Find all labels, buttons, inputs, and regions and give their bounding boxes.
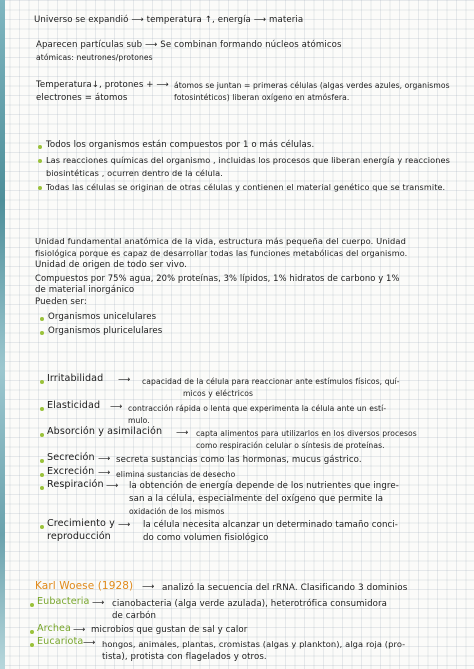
s1-line3 <box>36 80 169 90</box>
s2-b2a: Las reacciones químicas del organismo , incluidas los procesos que liberan energía y reacciones <box>46 155 450 165</box>
bullet-icon <box>40 331 44 335</box>
s4-res-key: Respiración <box>47 479 104 490</box>
text: materia <box>269 15 304 25</box>
text: , energía <box>212 15 251 25</box>
bullet-icon <box>30 643 34 647</box>
s4-abs-t2: como respiración celular o síntesis de proteínas. <box>196 441 385 450</box>
arrow-icon: ⟶ <box>110 402 123 412</box>
s4-ela-t1: contracción rápida o lenta que experimenta la célula ante un estí- <box>128 404 387 413</box>
bullet-icon <box>38 145 42 149</box>
arrow-icon: ⟶ <box>131 15 147 25</box>
s3-p2: fisiológica porque es capaz de desarrollar todas las funciones metabólicas del organismo. <box>35 248 408 258</box>
arrow-icon: ⟶ <box>176 428 189 438</box>
page-edge <box>0 0 5 669</box>
s4-cre-t1: la célula necesita alcanzar un determinado tamaño conci- <box>143 520 399 530</box>
bullet-icon <box>40 407 44 411</box>
s4-irr-t1: capacidad de la célula para reaccionar ante estímulos físicos, quí- <box>142 377 400 386</box>
s4-exc-key: Excreción <box>47 466 95 477</box>
arrow-icon: ⟶ <box>118 375 131 385</box>
s1-line3c: átomos se juntan = primeras células (algas verdes azules, organismos <box>174 81 450 90</box>
arrow-icon: ⟶ <box>73 625 86 635</box>
s1-line3e: fotosintéticos) liberan oxígeno en atmósfera. <box>174 93 350 102</box>
s4-cre-key2: reproducción <box>47 531 111 542</box>
s5-euc-t1: hongos, animales, plantas, cromistas (algas y plankton), alga roja (pro- <box>102 639 406 649</box>
s1-line2 <box>36 40 342 50</box>
s1-line1 <box>34 15 303 25</box>
arrow-icon: ⟶ <box>253 15 270 25</box>
text: Aparecen partículas sub <box>36 40 143 50</box>
s5-arc-t: microbios que gustan de sal y calor <box>91 625 248 635</box>
s5-karl-woese: Karl Woese (1928) <box>35 580 134 592</box>
s1-line3d: electrones = átomos <box>36 93 128 103</box>
s4-res-t3: oxidación de los mismos <box>129 507 225 516</box>
text: Se combinan formando núcleos atómicos <box>160 40 342 50</box>
s4-sec-t: secreta sustancias como las hormonas, mucus gástrico. <box>116 455 362 465</box>
s3-o1: Organismos unicelulares <box>48 312 157 322</box>
s4-cre-t2: do como volumen fisiológico <box>143 533 269 543</box>
text: , protones + <box>99 80 154 90</box>
arrow-icon: ⟶ <box>98 454 111 464</box>
s3-p4: Compuestos por 75% agua, 20% proteínas, 3% lípidos, 1% hidratos de carbono y 1% <box>35 273 400 283</box>
s5-karl-text: analizó la secuencia del rRNA. Clasificando 3 dominios <box>162 583 408 593</box>
bullet-icon <box>40 486 44 490</box>
arrow-icon: ⟶ <box>118 520 131 530</box>
s3-p3: Unidad de origen de todo ser vivo. <box>35 260 187 270</box>
arrow-icon: ⟶ <box>156 80 169 90</box>
s2-b2b: biosintéticas , ocurren dentro de la célula. <box>46 168 223 178</box>
s4-res-t2: san a la célula, especialmente del oxígeno que permite la <box>129 494 384 504</box>
s4-res-t1: la obtención de energía depende de los nutrientes que ingre- <box>129 481 399 491</box>
s5-eub-t2: de carbón <box>112 611 157 621</box>
arrow-icon: ⟶ <box>92 598 105 608</box>
s5-eub-key: Eubacteria <box>37 596 90 607</box>
bullet-icon <box>38 159 42 163</box>
s2-b3: Todas las células se originan de otras células y contienen el material genético que se transmite. <box>46 182 446 192</box>
s5-eub-t1: cianobacteria (alga verde azulada), heterotrófica consumidora <box>112 599 388 609</box>
s4-ela-t2: mulo. <box>128 416 150 425</box>
s4-ela-key: Elasticidad <box>47 400 101 411</box>
bullet-icon <box>40 317 44 321</box>
s5-euc-key: Eucariota <box>37 636 84 647</box>
s5-euc-t2: tista), protista con flagelados y otros. <box>102 652 267 662</box>
bullet-icon <box>30 603 34 607</box>
bullet-icon <box>40 525 44 529</box>
s4-exc-t: elimina sustancias de desecho <box>116 470 236 479</box>
s4-abs-t1: capta alimentos para utilizarlos en los diversos procesos <box>196 429 417 438</box>
text: temperatura <box>146 15 202 25</box>
bullet-icon <box>40 433 44 437</box>
s4-abs-key: Absorción y asimilación <box>47 426 163 437</box>
s4-irr-t2: micos y eléctricos <box>183 389 254 398</box>
bullet-icon <box>40 473 44 477</box>
s3-p5: de material inorgánico <box>35 285 135 295</box>
arrow-icon: ⟶ <box>106 481 119 491</box>
arrow-down-icon: ↓ <box>91 80 100 90</box>
s4-cre-key1: Crecimiento y <box>47 518 115 529</box>
s4-sec-key: Secreción <box>47 452 95 463</box>
arrow-icon: ⟶ <box>142 582 155 592</box>
arrow-icon: ⟶ <box>145 40 161 50</box>
s3-p1: Unidad fundamental anatómica de la vida, estructura más pequeña del cuerpo. Unidad <box>35 236 406 246</box>
s3-o2: Organismos pluricelulares <box>48 326 163 336</box>
arrow-icon: ⟶ <box>98 468 111 478</box>
s1-line2b: atómicas: neutrones/protones <box>36 53 153 62</box>
arrow-icon: ⟶ <box>83 638 96 648</box>
s3-p6: Pueden ser: <box>35 297 87 307</box>
text: Universo se expandió <box>34 15 129 25</box>
s5-arc-key: Archea <box>37 623 72 634</box>
bullet-icon <box>40 459 44 463</box>
arrow-up-icon: ↑ <box>204 15 213 25</box>
bullet-icon <box>38 186 42 190</box>
bullet-icon <box>30 630 34 634</box>
s2-b1: Todos los organismos están compuestos por 1 o más células. <box>46 140 315 150</box>
text: Temperatura <box>36 80 92 90</box>
bullet-icon <box>40 380 44 384</box>
s4-irr-key: Irritabilidad <box>47 373 104 384</box>
